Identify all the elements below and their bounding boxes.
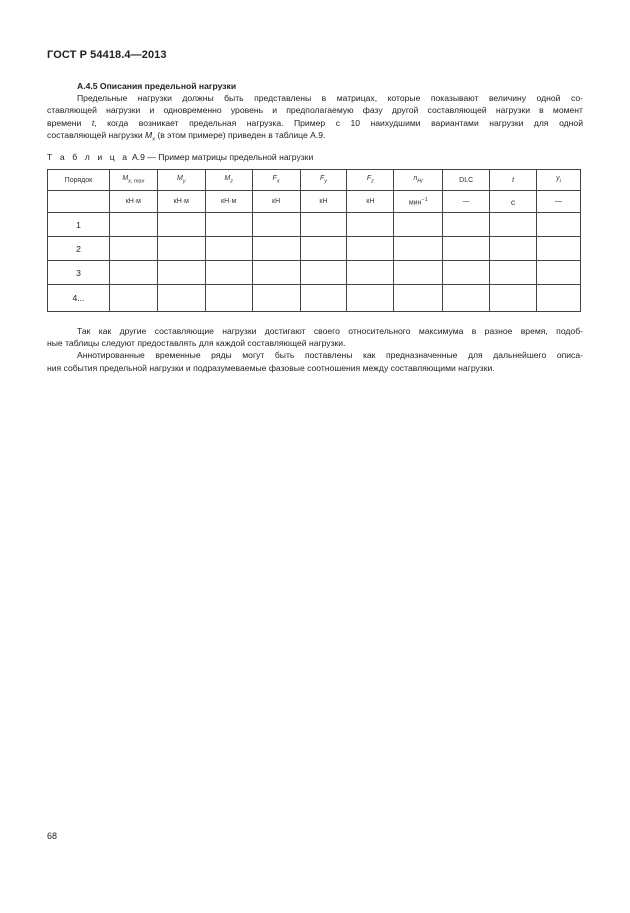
unit-cell: с xyxy=(490,191,537,213)
row-order-cell: 4... xyxy=(48,285,110,312)
table-caption-prefix: Т а б л и ц а xyxy=(47,152,130,162)
extreme-load-matrix-table xyxy=(47,169,581,312)
paragraph-line: времени t, когда возникает предельная нагрузка. Пример с 10 наихудшими вариантами нагрузки для одной xyxy=(47,117,583,128)
column-header: $M_y$ xyxy=(157,170,205,191)
paragraph-line: ные таблицы следуют предоставлять для каждой составляющей нагрузки. xyxy=(47,338,346,349)
column-header: $F_z$ xyxy=(347,170,394,191)
paragraph-line: ния события предельной нагрузки и подразумеваемые фазовые соотношения между составляющими нагрузки. xyxy=(47,362,495,373)
table-caption-text: А.9 — Пример матрицы предельной нагрузки xyxy=(129,152,314,162)
paragraph-line: Предельные нагрузки должны быть представлены в матрицах, которые показывают величину одной со- xyxy=(77,93,583,104)
page-number: 68 xyxy=(47,831,58,841)
column-header: $F_y$ xyxy=(300,170,347,191)
column-header: t xyxy=(490,170,537,191)
paragraph-1 xyxy=(47,92,583,146)
paragraph-line: составляющей нагрузки $M_x$ (в этом примере) приведен в таблице А.9. xyxy=(47,129,326,143)
unit-cell: кН xyxy=(252,191,300,213)
table-row xyxy=(48,261,581,285)
column-header: DLC xyxy=(443,170,490,191)
section-a45 xyxy=(47,80,583,146)
section-title: А.4.5 Описания предельной нагрузки xyxy=(77,81,237,91)
unit-cell: кН xyxy=(300,191,347,213)
unit-cell xyxy=(48,191,110,213)
table-row xyxy=(48,213,581,237)
paragraph-line: ставляющей нагрузки и одновременно уровень и предполагаемую фазу другой составляющей нагрузки в момент xyxy=(47,105,583,116)
unit-cell: — xyxy=(443,191,490,213)
column-header: $M_z$ xyxy=(205,170,252,191)
paragraph-2 xyxy=(47,325,583,349)
after-table-text xyxy=(47,325,583,374)
paragraph-line: Так как другие составляющие нагрузки достигают своего относительного максимума в разное время, подоб- xyxy=(77,326,583,336)
unit-cell: кН·м xyxy=(109,191,157,213)
column-header: $n_{Hr}$ xyxy=(394,170,443,191)
unit-cell: кН·м xyxy=(157,191,205,213)
unit-cell: мин$^{-1}$ xyxy=(394,191,443,213)
column-header: Порядок xyxy=(48,170,110,191)
document-header: ГОСТ Р 54418.4—2013 xyxy=(47,49,167,61)
unit-cell: кН xyxy=(347,191,394,213)
row-order-cell: 2 xyxy=(48,237,110,261)
unit-cell: — xyxy=(537,191,581,213)
table-header-row xyxy=(48,170,581,191)
row-order-cell: 1 xyxy=(48,213,110,237)
column-header: $F_x$ xyxy=(252,170,300,191)
table-row xyxy=(48,237,581,261)
unit-cell: кН·м xyxy=(205,191,252,213)
column-header: $y_i$ xyxy=(537,170,581,191)
row-order-cell: 3 xyxy=(48,261,110,285)
paragraph-3 xyxy=(47,349,583,373)
column-header: $M_{x, max}$ xyxy=(109,170,157,191)
paragraph-line: Аннотированные временные ряды могут быть поставлены как предназначенные для дальнейшего описа- xyxy=(77,350,583,361)
table-row xyxy=(48,285,581,312)
table-caption xyxy=(47,152,313,162)
table-units-row xyxy=(48,191,581,213)
